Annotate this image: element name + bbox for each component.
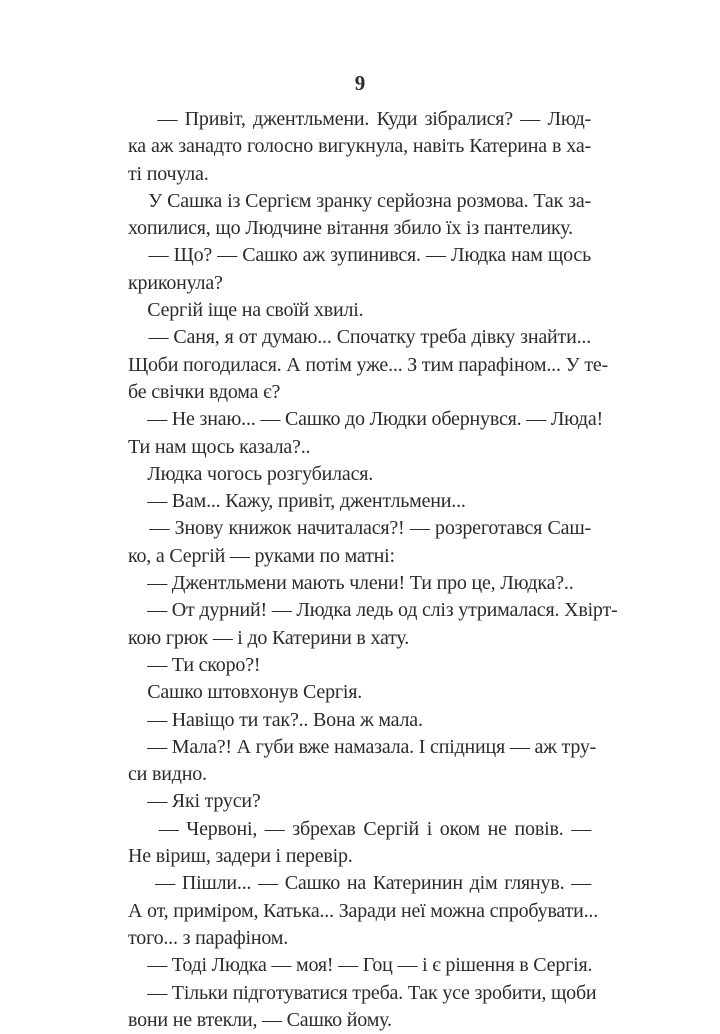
paragraph xyxy=(128,652,591,679)
text-line: хопилися, що Людчине вітання збило їх із пантелику. xyxy=(128,215,591,242)
text-line: си видно. xyxy=(128,761,591,788)
text-line: бе свічки вдома є? xyxy=(128,379,591,406)
text-line: — Привіт, джентльмени. Куди зібралися? — Люд- xyxy=(128,106,591,133)
text-line: — Червоні, — збрехав Сергій і оком не повів. — xyxy=(128,816,591,843)
text-line: Щоби погодилася. А потім уже... З тим парафіном... У те- xyxy=(128,352,591,379)
body-text xyxy=(128,106,591,1034)
paragraph xyxy=(128,870,591,952)
text-line: кою грюк — і до Катерини в хату. xyxy=(128,625,591,652)
text-line: криконула? xyxy=(128,270,591,297)
text-line: — Саня, я от думаю... Спочатку треба дівку знайти... xyxy=(128,324,591,351)
paragraph xyxy=(128,597,591,652)
text-line: Не віриш, задери і перевір. xyxy=(128,843,591,870)
text-line: Сергій іще на своїй хвилі. xyxy=(128,297,591,324)
text-line: — Вам... Кажу, привіт, джентльмени... xyxy=(128,488,591,515)
paragraph xyxy=(128,297,591,324)
text-line: — Що? — Сашко аж зупинився. — Людка нам щось xyxy=(128,242,591,269)
text-line: Ти нам щось казала?.. xyxy=(128,434,591,461)
text-line: У Сашка із Сергієм зранку серйозна розмова. Так за- xyxy=(128,188,591,215)
paragraph xyxy=(128,406,591,461)
text-line: ка аж занадто голосно вигукнула, навіть Катерина в ха- xyxy=(128,133,591,160)
text-line: — Не знаю... — Сашко до Людки обернувся. — Люда! xyxy=(128,406,591,433)
text-line: ті почула. xyxy=(128,161,591,188)
paragraph xyxy=(128,679,591,706)
text-line: — Тоді Людка — моя! — Гоц — і є рішення в Сергія. xyxy=(128,952,591,979)
text-line: Людка чогось розгубилася. xyxy=(128,461,591,488)
paragraph xyxy=(128,461,591,488)
text-line: — От дурний! — Людка ледь од сліз утрималася. Хвірт- xyxy=(128,597,591,624)
text-line: — Джентльмени мають члени! Ти про це, Людка?.. xyxy=(128,570,591,597)
text-line: А от, приміром, Катька... Заради неї можна спробувати... xyxy=(128,898,591,925)
paragraph xyxy=(128,788,591,815)
paragraph xyxy=(128,188,591,243)
paragraph xyxy=(128,570,591,597)
text-line: вони не втекли, — Сашко йому. xyxy=(128,1007,591,1034)
text-line: Сашко штовхонув Сергія. xyxy=(128,679,591,706)
paragraph xyxy=(128,980,591,1034)
paragraph xyxy=(128,488,591,515)
text-line: — Мала?! А губи вже намазала. І спідниця — аж тру- xyxy=(128,734,591,761)
text-line: — Знову книжок начиталася?! — розреготався Саш- xyxy=(128,515,591,542)
text-line: — Тільки підготуватися треба. Так усе зробити, щоби xyxy=(128,980,591,1007)
paragraph xyxy=(128,707,591,734)
paragraph xyxy=(128,106,591,188)
paragraph xyxy=(128,324,591,406)
text-line: — Ти скоро?! xyxy=(128,652,591,679)
text-line: — Які труси? xyxy=(128,788,591,815)
paragraph xyxy=(128,242,591,297)
text-line: — Пішли... — Сашко на Катеринин дім глянув. — xyxy=(128,870,591,897)
text-line: того... з парафіном. xyxy=(128,925,591,952)
text-line: ко, а Сергій — руками по матні: xyxy=(128,543,591,570)
paragraph xyxy=(128,952,591,979)
paragraph xyxy=(128,734,591,789)
page-number: 9 xyxy=(0,70,720,96)
paragraph xyxy=(128,515,591,570)
paragraph xyxy=(128,816,591,871)
text-line: — Навіщо ти так?.. Вона ж мала. xyxy=(128,707,591,734)
